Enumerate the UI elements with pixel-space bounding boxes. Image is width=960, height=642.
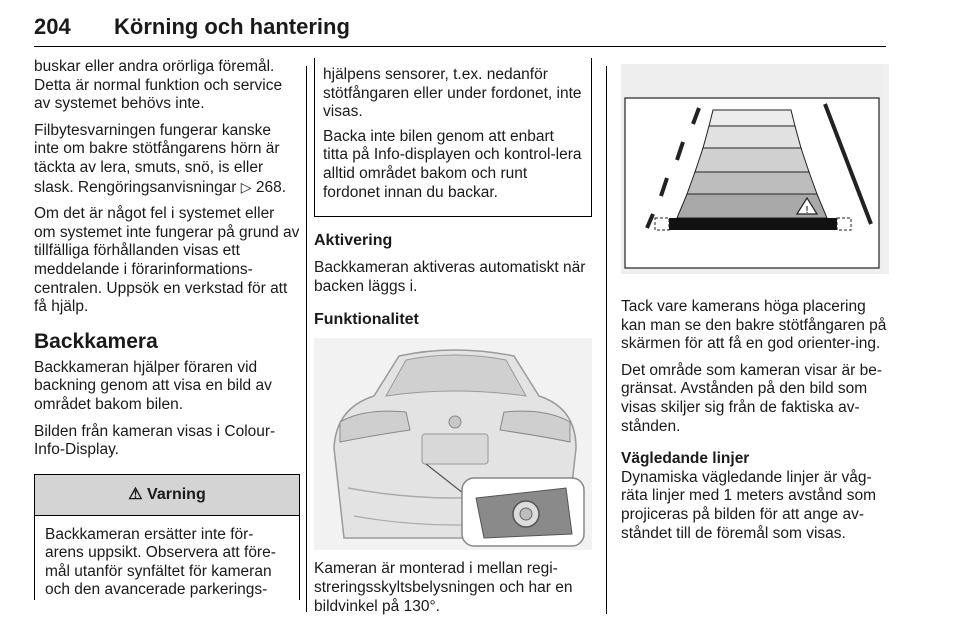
paragraph: Bilden från kameran visas i Colour-Info-Display. <box>34 422 276 459</box>
page-reference[interactable]: 268. <box>255 178 287 196</box>
svg-text:!: ! <box>804 205 810 216</box>
camera-display-guidelines-illustration <box>621 64 889 274</box>
warning-triangle-icon: ⚠ <box>128 485 143 503</box>
paragraph: buskar eller andra orörliga föremål. Detta är normal funktion och service av systemet behövs inte. <box>34 58 283 113</box>
paragraph: Backkameran aktiveras automatiskt när backen läggs i. <box>314 259 586 295</box>
warning-text: hjälpens sensorer, t.ex. nedanför stötfångaren eller under fordonet, inte visas. <box>323 66 582 121</box>
column-3 <box>621 64 889 551</box>
paragraph: Dynamiska vägledande linjer är våg-räta linjer med 1 meters avstånd som projiceras på bilden för att ange av-ståndet till de föremål som visas. <box>621 468 876 542</box>
paragraph: Tack vare kamerans höga placering kan man se den bakre stötfångaren på skärmen för att få en god orienter-ing. <box>621 298 887 353</box>
page-number: 204 <box>34 14 71 39</box>
column-1 <box>34 58 300 600</box>
column-divider <box>306 66 307 612</box>
warning-title: Varning <box>147 485 206 503</box>
paragraph: Kameran är monterad i mellan regi-streringsskyltsbelysningen och har en bildvinkel på 130°. <box>314 560 573 615</box>
car-rear-camera-illustration <box>314 338 592 550</box>
warning-box <box>34 474 300 600</box>
warning-text: Backkameran ersätter inte för-arens uppsikt. Observera att före-mål utanför synfältet för kameran och den avancerade parkerings- <box>45 525 276 599</box>
paragraph: Backkameran hjälper föraren vid backning genom att visa en bild av området bakom bilen. <box>34 358 272 413</box>
warning-box-continued <box>314 58 592 217</box>
warning-header <box>35 475 299 516</box>
warning-text: Backa inte bilen genom att enbart titta på Info-displayen och kontrol-lera alltid området bakom och runt fordonet innan du backar. <box>323 127 582 201</box>
paragraph: Det område som kameran visar är be-gränsat. Avstånden på den bild som visas skiljer sig från de faktiska av-stånden. <box>621 361 883 435</box>
paragraph: Filbytesvarningen fungerar kanske inte om bakre stötfångarens hörn är täckta av lera, smuts, snö, is eller slask. Rengöringsanvisningar ▷ 268. <box>34 121 287 196</box>
column-2 <box>314 58 592 624</box>
section-heading: Aktivering <box>314 232 393 250</box>
section-heading: Vägledande linjer <box>621 450 750 468</box>
paragraph: Om det är något fel i systemet eller om systemet inte fungerar på grund av tillfälliga förhållanden visas ett meddelande i förarinformations-centralen. Uppsök en verkstad för att få hjälp. <box>34 205 300 316</box>
header-rule <box>34 46 886 47</box>
page-reference-arrow-icon: ▷ <box>240 178 252 195</box>
section-heading: Backkamera <box>34 329 158 353</box>
chapter-title: Körning och hantering <box>114 14 350 39</box>
section-heading: Funktionalitet <box>314 311 419 329</box>
column-divider <box>606 66 607 614</box>
page-header <box>34 6 886 46</box>
